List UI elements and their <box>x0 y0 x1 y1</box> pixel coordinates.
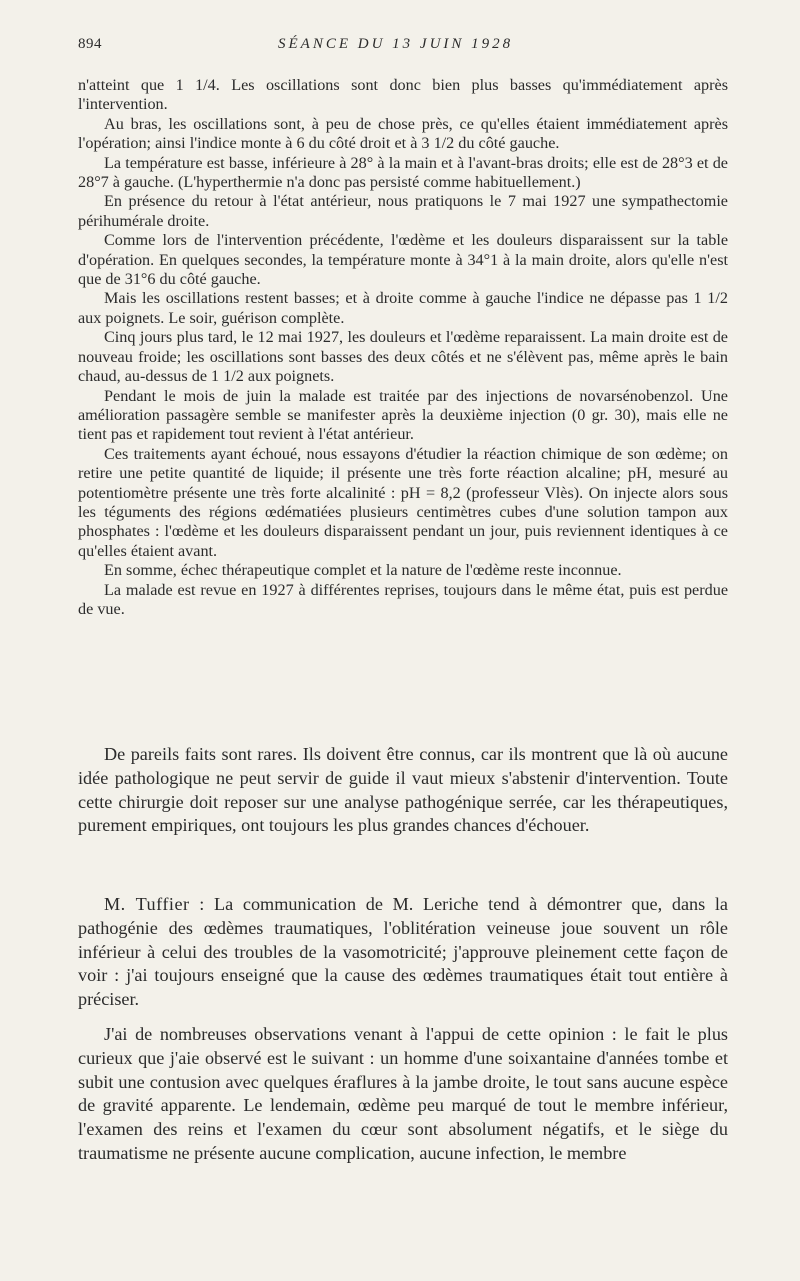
paragraph: En présence du retour à l'état antérieur, nous pratiquons le 7 mai 1927 une sympathectomie périhumérale droite. <box>78 192 728 230</box>
page-number: 894 <box>78 36 102 52</box>
paragraph: Ces traitements ayant échoué, nous essayons d'étudier la réaction chimique de son œdème; on retire une petite quantité de liquide; il présente une très forte réaction alcaline; pH, mesuré au potentiomètre présente une très forte alcalinité : pH = 8,2 (professeur Vlès). On injecte alors sous les téguments des régions œdématiées plusieurs centimètres cubes d'une solution tampon aux phosphates : l'œdème et les douleurs disparaissent pendant un jour, puis reviennent identiques à ce qu'elles étaient avant. <box>78 444 728 560</box>
paragraph: La température est basse, inférieure à 28° à la main et à l'avant-bras droits; elle est de 28°3 et de 28°7 à gauche. (L'hyperthermie n'a donc pas persisté comme habituellement.) <box>78 153 728 192</box>
discussion-paragraph <box>78 893 728 1012</box>
running-head: SÉANCE DU 13 JUIN 1928 <box>278 36 514 52</box>
paragraph: Cinq jours plus tard, le 12 mai 1927, les douleurs et l'œdème reparaissent. La main droite est de nouveau froide; les oscillations sont basses des deux côtés et ne s'élèvent pas, même après le bain chaud, au-dessus de 1 1/2 aux poignets. <box>78 328 728 386</box>
discussion-paragraph: J'ai de nombreuses observations venant à l'appui de cette opinion : le fait le plus curieux que j'aie observé est le suivant : un homme d'une soixantaine d'années tombe et subit une contusion avec quelques éraflures à la jambe droite, le tout sans aucune espèce de gravité apparente. Le lendemain, œdème peu marqué de tout le membre inférieur, l'examen des reins et l'examen du cœur sont absolument négatifs, et le siège du traumatisme ne présente aucune complication, aucune infection, le membre <box>78 1023 728 1163</box>
paragraph: En somme, échec thérapeutique complet et la nature de l'œdème reste inconnue. <box>104 561 622 580</box>
paragraph: n'atteint que 1 1/4. Les oscillations sont donc bien plus basses qu'immédiatement après l'intervention. <box>78 76 728 114</box>
speaker-name: M. Tuffier <box>104 894 190 914</box>
conclusion-paragraph: De pareils faits sont rares. Ils doivent être connus, car ils montrent que là où aucune idée pathologique ne peut servir de guide il vaut mieux s'abstenir d'intervention. Toute cette chirurgie doit reposer sur une analyse pathogénique serrée, car les thérapeutiques, purement empiriques, ont toujours les plus grandes chances d'échouer. <box>78 744 728 836</box>
paragraph: La malade est revue en 1927 à différentes reprises, toujours dans le même état, puis est perdue de vue. <box>78 580 728 618</box>
discussion-first-text: : La communication de M. Leriche tend à démontrer que, dans la pathogénie des œdèmes traumatiques, l'oblitération veineuse joue souvent un rôle inférieur à celui des troubles de la vasomotricité; j'approuve pleinement cette façon de voir : j'ai toujours enseigné que la cause des œdèmes traumatiques était tout entière à préciser. <box>78 894 729 1010</box>
page-header <box>78 36 728 58</box>
paragraph: Pendant le mois de juin la malade est traitée par des injections de novarsénobenzol. Une amélioration passagère semble se manifester après la deuxième injection (0 gr. 30), mais elle ne tient pas et rapidement tout revient à l'état antérieur. <box>78 386 728 444</box>
case-report-text <box>78 76 728 619</box>
paragraph: Mais les oscillations restent basses; et à droite comme à gauche l'indice ne dépasse pas 1 1/2 aux poignets. Le soir, guérison complète. <box>78 289 728 327</box>
paragraph: Comme lors de l'intervention précédente, l'œdème et les douleurs disparaissent sur la table d'opération. En quelques secondes, la température monte à 34°1 à la main droite, alors qu'elle n'est que de 31°6 du côté gauche. <box>78 231 728 289</box>
paragraph: Au bras, les oscillations sont, à peu de chose près, ce qu'elles étaient immédiatement après l'opération; ainsi l'indice monte à 6 du côté droit et à 3 1/2 du côté gauche. <box>78 114 728 153</box>
conclusion-text <box>78 743 728 838</box>
discussion-text <box>78 893 728 1166</box>
